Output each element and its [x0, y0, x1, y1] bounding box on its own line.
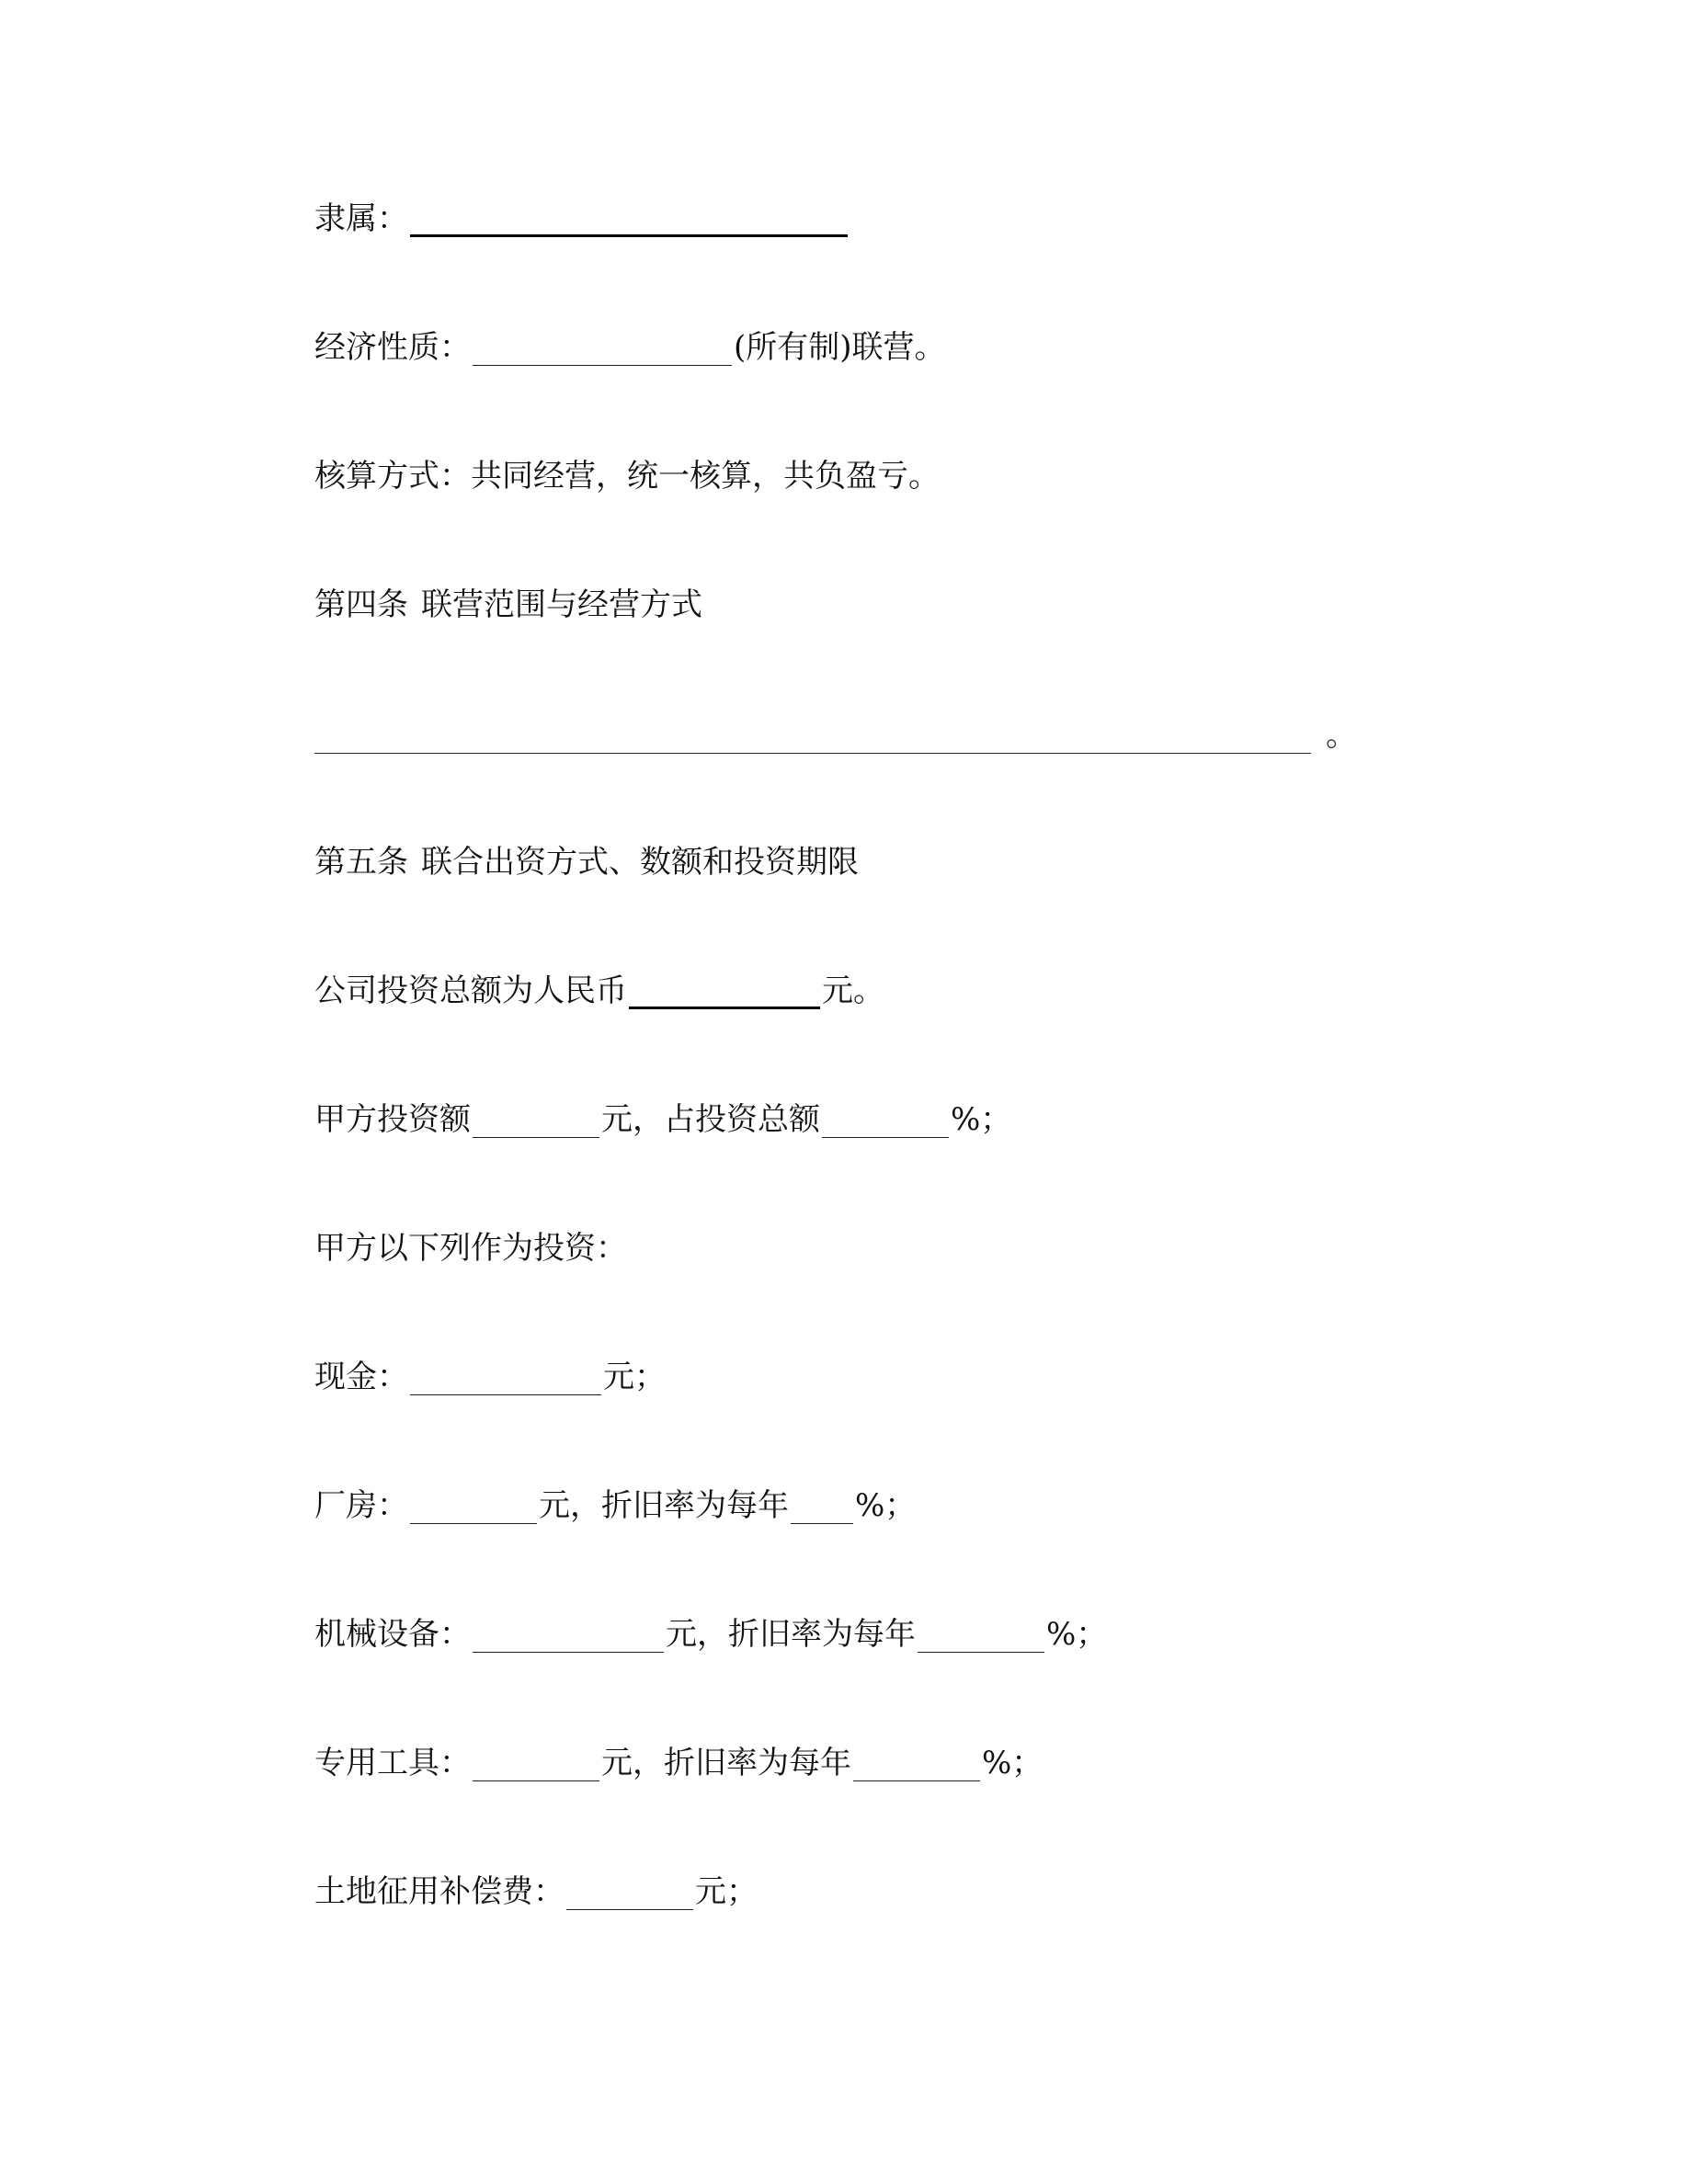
- article5-title: 联合出资方式、数额和投资期限: [421, 844, 859, 881]
- tools-label: 专用工具：: [314, 1745, 471, 1781]
- factory-label: 厂房：: [314, 1487, 408, 1524]
- business-scope-line: [314, 717, 1357, 754]
- tools-line: [314, 1745, 1043, 1781]
- factory-suffix: %；: [855, 1487, 917, 1524]
- cash-suffix: 元；: [603, 1359, 666, 1395]
- affiliation-label: 隶属：: [314, 200, 408, 237]
- economic-nature-label: 经济性质：: [314, 329, 471, 366]
- machinery-suffix: %；: [1046, 1616, 1108, 1653]
- article5-heading: [314, 844, 859, 881]
- party-a-invest-prefix: 甲方投资额: [314, 1101, 471, 1138]
- machinery-mid: 元，折旧率为每年: [666, 1616, 916, 1653]
- machinery-line: [314, 1616, 1107, 1653]
- tools-amount-blank[interactable]: [473, 1751, 599, 1781]
- machinery-amount-blank[interactable]: [473, 1622, 664, 1653]
- business-scope-blank[interactable]: [314, 723, 1311, 754]
- land-compensation-line: [314, 1873, 758, 1910]
- total-investment-line: [314, 973, 884, 1009]
- cash-blank[interactable]: [410, 1365, 601, 1395]
- factory-rate-blank[interactable]: [791, 1494, 853, 1524]
- party-a-items-intro-line: [314, 1230, 627, 1267]
- factory-line: [314, 1487, 916, 1524]
- machinery-label: 机械设备：: [314, 1616, 471, 1653]
- land-suffix: 元；: [695, 1873, 758, 1910]
- article5-number: 第五条: [314, 844, 408, 881]
- party-a-invest-mid: 元，占投资总额: [601, 1101, 820, 1138]
- machinery-rate-blank[interactable]: [918, 1622, 1044, 1653]
- factory-mid: 元，折旧率为每年: [539, 1487, 789, 1524]
- total-investment-prefix: 公司投资总额为人民币: [314, 973, 627, 1009]
- party-a-invest-suffix: %；: [951, 1101, 1012, 1138]
- economic-nature-suffix: (所有制)联营。: [734, 329, 946, 366]
- accounting-method-line: [314, 458, 940, 495]
- article4-heading: [314, 586, 702, 623]
- economic-nature-blank[interactable]: [473, 336, 732, 366]
- article4-number: 第四条: [314, 586, 408, 623]
- total-investment-blank[interactable]: [629, 977, 820, 1009]
- total-investment-suffix: 元。: [822, 973, 884, 1009]
- land-label: 土地征用补偿费：: [314, 1873, 565, 1910]
- party-a-investment-line: [314, 1101, 1011, 1138]
- cash-label: 现金：: [314, 1359, 408, 1395]
- party-a-amount-blank[interactable]: [473, 1108, 599, 1138]
- cash-line: [314, 1359, 666, 1395]
- party-a-percent-blank[interactable]: [822, 1108, 949, 1138]
- business-scope-period: 。: [1326, 717, 1357, 754]
- party-a-items-intro: 甲方以下列作为投资：: [314, 1230, 627, 1267]
- factory-amount-blank[interactable]: [410, 1494, 537, 1524]
- land-amount-blank[interactable]: [566, 1880, 693, 1910]
- tools-rate-blank[interactable]: [853, 1751, 980, 1781]
- tools-suffix: %；: [982, 1745, 1044, 1781]
- accounting-method-text: 核算方式：共同经营，统一核算，共负盈亏。: [314, 458, 940, 495]
- tools-mid: 元，折旧率为每年: [601, 1745, 851, 1781]
- article4-title: 联营范围与经营方式: [421, 586, 702, 623]
- economic-nature-line: [314, 329, 946, 366]
- affiliation-blank[interactable]: [410, 205, 848, 237]
- affiliation-line: [314, 200, 850, 237]
